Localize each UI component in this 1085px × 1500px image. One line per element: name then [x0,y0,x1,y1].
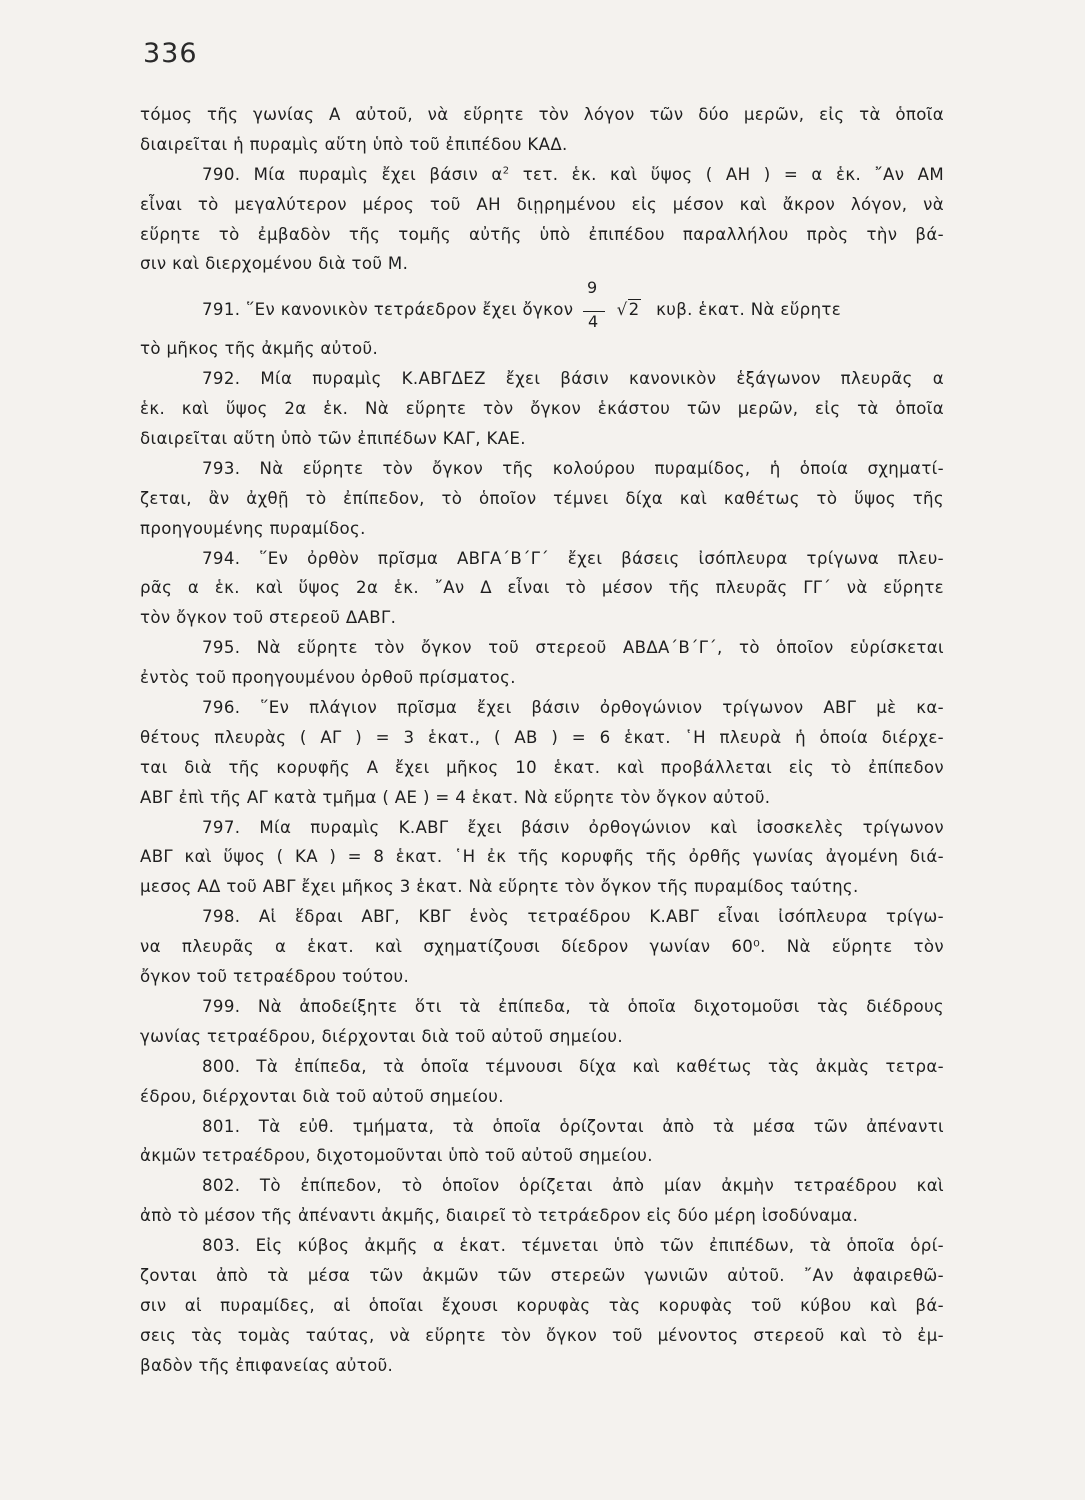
text-line: ἀπὸ τὸ μέσον τῆς ἀπέναντι ἀκμῆς, διαιρεῖ τὸ τετράεδρον εἰς δύο μέρη ἰσοδύναμα. [140,1206,859,1226]
fraction-numerator: 9 [587,277,598,297]
exercise-text [140,100,944,1381]
text-line: ζονται ἀπὸ τὰ μέσα τῶν ἀκμῶν τῶν στερεῶν γωνιῶν αὐτοῦ. ῎Αν ἀφαιρεθῶ- [140,1265,944,1285]
square-root [617,285,641,334]
text-line: ζεται, ἂν ἀχθῇ τὸ ἐπίπεδον, τὸ ὁποῖον τέμνει δίχα καὶ καθέτως τὸ ὕψος τῆς [140,488,944,508]
exercise-799: 799. Νὰ ἀποδείξητε ὅτι τὰ ἐπίπεδα, τὰ ὁποῖα διχοτομοῦσι τὰς διέδρους [202,996,944,1016]
exercise-793: 793. Νὰ εὕρητε τὸν ὄγκον τῆς κολούρου πυραμίδος, ἡ ὁποία σχηματί- [202,458,944,478]
fraction-denominator: 4 [588,311,599,331]
text-segment: 790. Μία πυραμὶς ἔχει βάσιν α [202,164,503,184]
text-line: ἐντὸς τοῦ προηγουμένου ὀρθοῦ πρίσματος. [140,668,516,688]
fraction [583,277,605,331]
text-line: σιν αἱ πυραμίδες, αἱ ὁποῖαι ἔχουσι κορυφὰς τὰς κορυφὰς τοῦ κύβου καὶ βά- [140,1295,944,1315]
superscript: 2 [502,165,510,177]
text-line: μεσος ΑΔ τοῦ ΑΒΓ ἔχει μῆκος 3 ἑκατ. Νὰ εὕρητε τὸν ὄγκον τῆς πυραμίδος ταύτης. [140,877,859,897]
exercise-797: 797. Μία πυραμὶς Κ.ΑΒΓ ἔχει βάσιν ὀρθογώνιον καὶ ἰσοσκελὲς τρίγωνον [202,817,944,837]
radicand: 2 [628,300,640,320]
exercise-798: 798. Αἱ ἕδραι ΑΒΓ, ΚΒΓ ἑνὸς τετραέδρου Κ.ΑΒΓ εἶναι ἰσόπλευρα τρίγω- [202,907,944,927]
exercise-796: 796. ῞Εν πλάγιον πρῖσμα ἔχει βάσιν ὀρθογώνιον τρίγωνον ΑΒΓ μὲ κα- [202,698,944,718]
text-line: ἑκ. καὶ ὕψος 2α ἑκ. Νὰ εὕρητε τὸν ὄγκον ἑκάστου τῶν μερῶν, εἰς τὰ ὁποῖα [140,399,944,419]
text-line: εὕρητε τὸ ἐμβαδὸν τῆς τομῆς αὐτῆς ὑπὸ ἐπιπέδου παραλλήλου πρὸς τὴν βά- [140,224,944,244]
page-number: 336 [143,38,198,69]
text-line: ται διὰ τῆς κορυφῆς Α ἔχει μῆκος 10 ἑκατ. καὶ προβάλλεται εἰς τὸ ἐπίπεδον [140,757,944,777]
text-line: γωνίας τετραέδρου, διέρχονται διὰ τοῦ αὐτοῦ σημείου. [140,1026,623,1046]
text-line: έδρου, διέρχονται διὰ τοῦ αὐτοῦ σημείου. [140,1086,504,1106]
text-line: ἀκμῶν τετραέδρου, διχοτομοῦνται ὑπὸ τοῦ αὐτοῦ σημείου. [140,1146,653,1166]
text-segment: 791. ῞Εν κανονικὸν τετράεδρον ἔχει ὄγκον [202,300,574,320]
text-line: τόμος τῆς γωνίας Α αὐτοῦ, νὰ εὕρητε τὸν λόγον τῶν δύο μερῶν, εἰς τὰ ὁποῖα [140,105,944,124]
text-line: θέτους πλευρὰς ( ΑΓ ) = 3 ἑκατ., ( ΑΒ ) = 6 ἑκατ. ῾Η πλευρὰ ἡ ὁποία διέρχε- [140,727,944,747]
exercise-803: 803. Εἰς κύβος ἀκμῆς α ἑκατ. τέμνεται ὑπὸ τῶν ἐπιπέδων, τὰ ὁποῖα ὁρί- [202,1236,944,1256]
exercise-801: 801. Τὰ εὐθ. τμήματα, τὰ ὁποῖα ὁρίζονται ἀπὸ τὰ μέσα τῶν ἀπέναντι [202,1116,944,1136]
text-line: βαδὸν τῆς ἐπιφανείας αὐτοῦ. [140,1355,394,1375]
text-line: να πλευρᾶς α ἑκατ. καὶ σχηματίζουσι δίεδρον γωνίαν 60⁰. Νὰ εὕρητε τὸν [140,937,944,957]
text-line: διαιρεῖται ἡ πυραμὶς αὕτη ὑπὸ τοῦ ἐπιπέδου ΚΑΔ. [140,134,568,154]
text-segment: κυβ. ἑκατ. Νὰ εὕρητε [656,300,842,320]
exercise-792: 792. Μία πυραμὶς Κ.ΑΒΓΔΕΖ ἔχει βάσιν κανονικὸν ἑξάγωνον πλευρᾶς α [202,369,944,389]
exercise-794: 794. ῞Εν ὀρθὸν πρῖσμα ΑΒΓΑ΄Β΄Γ΄ ἔχει βάσεις ἰσόπλευρα τρίγωνα πλευ- [202,548,944,568]
text-line: προηγουμένης πυραμίδος. [140,518,366,538]
text-segment: τετ. ἑκ. καὶ ὕψος ( ΑΗ ) = α ἑκ. ῎Αν ΑΜ [509,164,945,184]
text-line: εἶναι τὸ μεγαλύτερον μέρος τοῦ ΑΗ διῃρημένου εἰς μέσον καὶ ἄκρον λόγον, νὰ [140,194,944,214]
text-line: σεις τὰς τομὰς ταύτας, νὰ εὕρητε τὸν ὄγκον τοῦ μένοντος στερεοῦ καὶ τὸ ἐμ- [140,1325,944,1345]
radical-sign: √ [616,300,628,320]
exercise-791 [140,277,944,334]
exercise-802: 802. Τὸ ἐπίπεδον, τὸ ὁποῖον ὁρίζεται ἀπὸ μίαν ἀκμὴν τετραέδρου καὶ [202,1176,944,1196]
text-line: ΑΒΓ καὶ ὕψος ( ΚΑ ) = 8 ἑκατ. ῾Η ἐκ τῆς κορυφῆς τῆς ὀρθῆς γωνίας ἀγομένη διά- [140,847,944,867]
text-line: ὄγκον τοῦ τετραέδρου τούτου. [140,967,410,987]
text-line: σιν καὶ διερχομένου διὰ τοῦ Μ. [140,254,409,274]
text-line: ΑΒΓ ἐπὶ τῆς ΑΓ κατὰ τμῆμα ( ΑΕ ) = 4 ἑκατ. Νὰ εὕρητε τὸν ὄγκον αὐτοῦ. [140,787,771,807]
text-line: ρᾶς α ἑκ. καὶ ὕψος 2α ἑκ. ῎Αν Δ εἶναι τὸ μέσον τῆς πλευρᾶς ΓΓ΄ νὰ εὕρητε [140,578,944,598]
exercise-795: 795. Νὰ εὕρητε τὸν ὄγκον τοῦ στερεοῦ ΑΒΔΑ΄Β΄Γ΄, τὸ ὁποῖον εὑρίσκεται [202,638,944,658]
text-line: τὸν ὄγκον τοῦ στερεοῦ ΔΑΒΓ. [140,608,397,628]
exercise-790 [140,160,944,190]
text-line: διαιρεῖται αὕτη ὑπὸ τῶν ἐπιπέδων ΚΑΓ, ΚΑΕ. [140,429,526,449]
text-line: τὸ μῆκος τῆς ἀκμῆς αὐτοῦ. [140,339,379,359]
exercise-800: 800. Τὰ ἐπίπεδα, τὰ ὁποῖα τέμνουσι δίχα καὶ καθέτως τὰς ἀκμὰς τετρα- [202,1056,944,1076]
